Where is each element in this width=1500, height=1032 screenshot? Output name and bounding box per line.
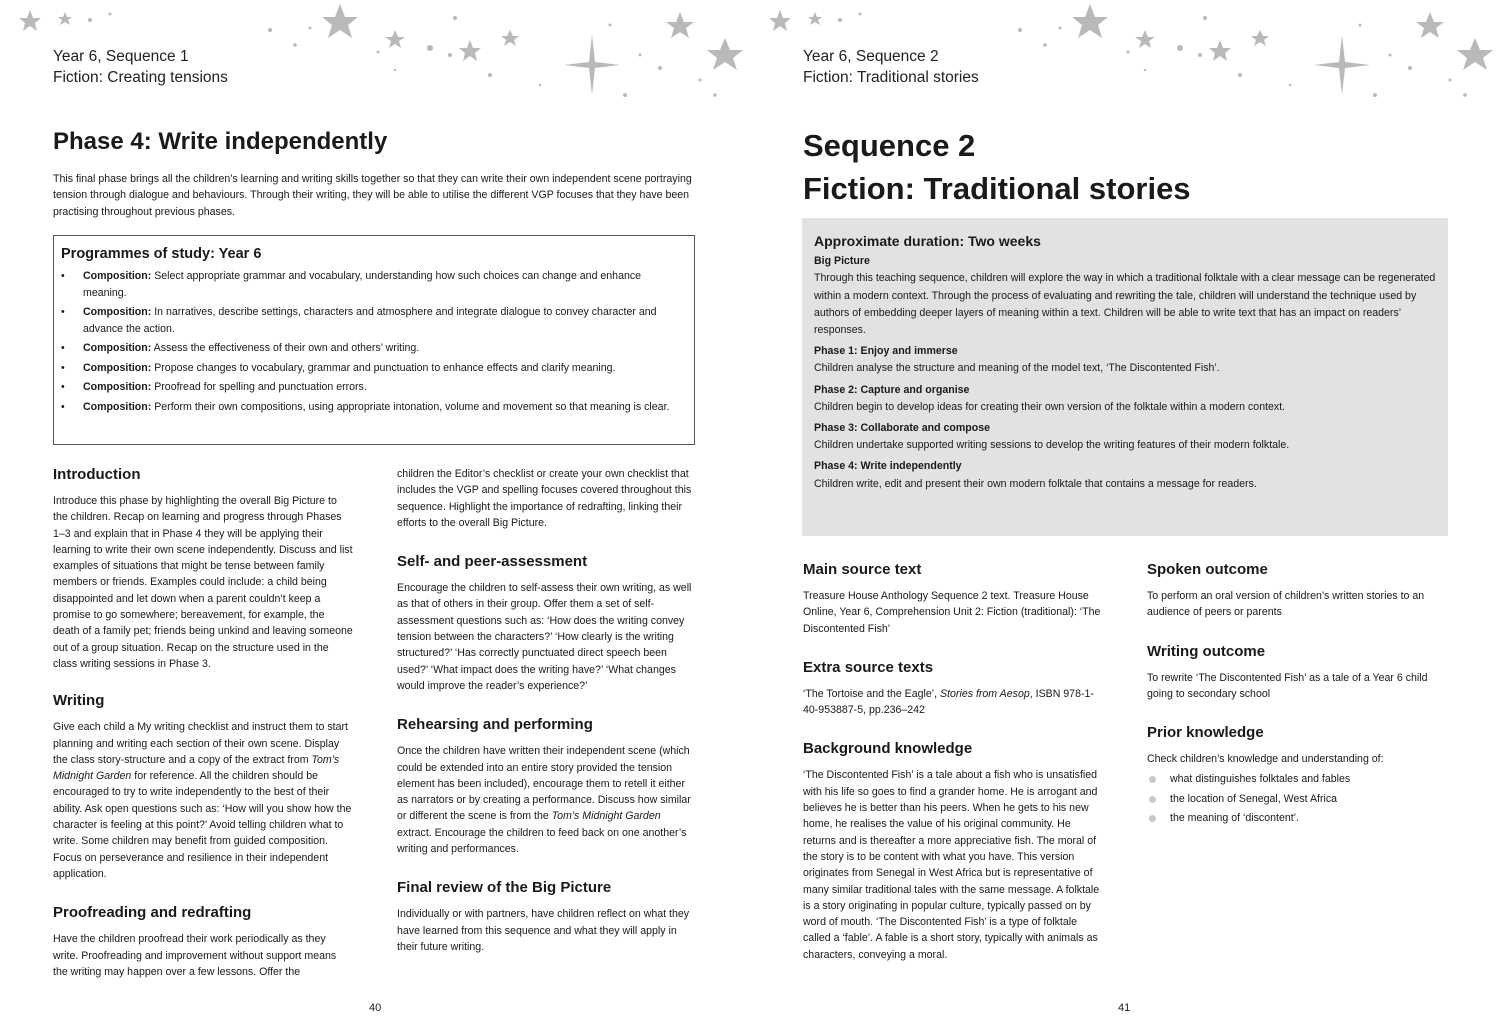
phase-3-text: Children undertake supported writing sessions to develop the writing features of their modern folktale. — [814, 439, 1290, 452]
final-review-heading: Final review of the Big Picture — [397, 879, 612, 897]
extra-source-text: ‘The Tortoise and the Eagle’, Stories from Aesop, ISBN 978-1-40-953887-5, pp.236–242 — [803, 687, 1094, 717]
writing-heading: Writing — [53, 692, 105, 710]
rehearsing-heading: Rehearsing and performing — [397, 716, 593, 734]
rehearsing-text: Once the children have written their independent scene (which could be extended into an entire story provided the tension element has been included), encourage them to retell it either as narrators or by creating a performance. Discuss how similar or different the scene is from the Tom’s Midnight Garden extract. Encourage the children to feed back on one another’s writing and performances. — [397, 745, 691, 856]
final-review-text: Individually or with partners, have children reflect on what they have learned from this sequence and what they will apply in their future writing. — [397, 908, 690, 953]
main-source-text: Treasure House Anthology Sequence 2 text. Treasure House Online, Year 6, Comprehension Unit 2: Fiction (traditional): ‘The Discontented Fish’ — [803, 590, 1101, 635]
self-peer-text: Encourage the children to self-assess their own writing, as well as that of others in their group. Offer them a set of self-assessment questions such as: ‘How does the writing convey tension between the characters?’ ‘How clearly is the writing structured?’ ‘Has correctly punctuated direct speech been used?’ ‘What impact does the writing have?’ ‘What changes would improve the reader’s experience?’ — [397, 582, 692, 692]
right-column-1 — [803, 561, 1103, 963]
phase-title: Phase 4: Write independently — [53, 128, 388, 155]
list-item: • Composition: Propose changes to vocabulary, grammar and punctuation to enhance effects and clarify meaning. — [61, 361, 616, 374]
introduction-text: Introduce this phase by highlighting the overall Big Picture to the children. Recap on learning and progress through Phases 1–3 and explain that in Phase 4 they will be applying their learning to write their own scene independently. Discuss and list examples of situations that might be tense between family members or friends. Examples could include: a child being disappointed and let down when a parent couldn’t keep a promise to go somewhere; bereavement, for example, the death of a family pet; friends being unkind and leaving someone out of a group situation. Recap on the structure used in the class writing sessions in Phase 3. — [53, 495, 353, 670]
header-line1: Year 6, Sequence 2 — [803, 48, 939, 65]
prior-knowledge-list — [1147, 771, 1447, 826]
header-line1: Year 6, Sequence 1 — [53, 48, 189, 65]
page-number: 40 — [369, 1002, 382, 1014]
list-item: • Composition: Proofread for spelling and punctuation errors. — [61, 381, 367, 393]
right-page — [750, 0, 1500, 1032]
proofreading-text: Have the children proofread their work periodically as they write. Proofreading and improvement without support means the writing may happen over a few lessons. Offer the — [53, 933, 337, 978]
prior-knowledge-heading: Prior knowledge — [1147, 724, 1264, 742]
phase-2-text: Children begin to develop ideas for creating their own version of the folktale within a modern context. — [814, 400, 1286, 413]
list-item: the meaning of ‘discontent’. — [1147, 810, 1447, 826]
extra-source-heading: Extra source texts — [803, 658, 934, 676]
background-heading: Background knowledge — [803, 740, 973, 758]
list-item: what distinguishes folktales and fables — [1147, 771, 1447, 787]
self-peer-heading: Self- and peer-assessment — [397, 553, 588, 571]
header-line2: Fiction: Creating tensions — [53, 69, 228, 86]
left-column-1 — [53, 466, 353, 980]
running-header — [803, 46, 979, 88]
sequence-title-line1: Sequence 2 — [803, 128, 976, 163]
phase-3-label: Phase 3: Collaborate and compose — [814, 422, 991, 435]
overview-box — [802, 218, 1448, 536]
continued-text: children the Editor’s checklist or create your own checklist that includes the VGP and spelling focuses covered throughout this sequence. Highlight the importance of redrafting, linking their efforts to the overall Big Picture. — [397, 468, 692, 529]
bullet-dot-icon — [1149, 815, 1156, 822]
phase-1-label: Phase 1: Enjoy and immerse — [814, 345, 958, 358]
bullet-dot-icon — [1149, 776, 1156, 783]
running-header — [53, 46, 228, 88]
phase-2-label: Phase 2: Capture and organise — [814, 383, 970, 396]
list-item: • Composition: Assess the effectiveness of their own and others’ writing. — [61, 342, 420, 354]
proofreading-heading: Proofreading and redrafting — [53, 904, 252, 922]
left-column-2 — [397, 466, 695, 955]
big-picture-label: Big Picture — [814, 255, 870, 268]
sequence-title-line2: Fiction: Traditional stories — [803, 171, 1191, 206]
header-line2: Fiction: Traditional stories — [803, 69, 979, 86]
phase-1-text: Children analyse the structure and meaning of the model text, ‘The Discontented Fish’. — [814, 362, 1220, 375]
phase-intro: This final phase brings all the children’s learning and writing skills together so that they can write their own independent scene portraying tension through dialogue and behaviours. Through their writing, they will be able to utilise the different VGP focuses that they have been practising throughout previous phases. — [53, 173, 692, 218]
list-item: the location of Senegal, West Africa — [1147, 791, 1447, 807]
pos-list — [61, 268, 686, 415]
list-item: • Composition: In narratives, describe settings, characters and atmosphere and integrate dialogue to convey character and advance the action. — [61, 306, 657, 335]
writing-text: Give each child a My writing checklist and instruct them to start planning and writing each section of their own scene. Display the class story-structure and a copy of the extract from Tom’s Midnight Garden for reference. All the children should be encouraged to try to write independently to the best of their ability. Ask open questions such as: ‘How will you show how the character is feeling at this point?’ Avoid telling children what to write. Some children may benefit from guided composition. Focus on perseverance and resilience in their independent application. — [53, 721, 352, 880]
big-picture-text: Through this teaching sequence, children will explore the way in which a traditional folktale with a clear message can be regenerated within a modern context. Through the process of evaluating and rewriting the tale, children will understand the technique used by authors of embedding deeper layers of meaning within a text. Children will be able to write text that has an impact on readers’ responses. — [814, 272, 1436, 337]
writing-outcome-text: To rewrite ‘The Discontented Fish’ as a tale of a Year 6 child going to secondary school — [1147, 671, 1428, 700]
background-text: ‘The Discontented Fish’ is a tale about a fish who is unsatisfied with his life so goes to find a grander home. He is arrogant and believes he is better than his peers. When he gets to his new home, he realises the value of his original community. He returns and is thereafter a more appreciative fish. The moral of the story is to be content with what you have. This version originates from Senegal in West Africa but is representative of many similar traditional tales with the same message. A folktale is a story originating in popular culture, typically passed on by word of mouth. ‘The Discontented Fish’ is a type of folktale called a ‘fable’. A fable is a short story, typically with animals as characters, conveying a moral. — [803, 769, 1100, 961]
list-item: • Composition: Select appropriate grammar and vocabulary, understanding how such choices can change and enhance meaning. — [61, 270, 642, 299]
programmes-of-study-box — [53, 235, 695, 445]
writing-outcome-heading: Writing outcome — [1147, 642, 1266, 660]
right-column-2 — [1147, 561, 1447, 829]
list-item: • Composition: Perform their own compositions, using appropriate intonation, volume and movement so that meaning is clear. — [61, 400, 670, 413]
phase-4-text: Children write, edit and present their own modern folktale that contains a message for readers. — [814, 477, 1257, 490]
introduction-heading: Introduction — [53, 466, 141, 483]
duration-heading: Approximate duration: Two weeks — [814, 233, 1041, 249]
page-number: 41 — [1118, 1002, 1131, 1014]
pos-title: Programmes of study: Year 6 — [61, 246, 262, 262]
main-source-heading: Main source text — [803, 561, 922, 578]
spoken-outcome-text: To perform an oral version of children’s written stories to an audience of peers or parents — [1147, 590, 1425, 619]
phase-4-label: Phase 4: Write independently — [814, 460, 962, 473]
bullet-dot-icon — [1149, 796, 1156, 803]
sequence-title — [803, 124, 1191, 210]
prior-knowledge-intro: Check children’s knowledge and understanding of: — [1147, 753, 1384, 766]
spoken-outcome-heading: Spoken outcome — [1147, 561, 1268, 578]
